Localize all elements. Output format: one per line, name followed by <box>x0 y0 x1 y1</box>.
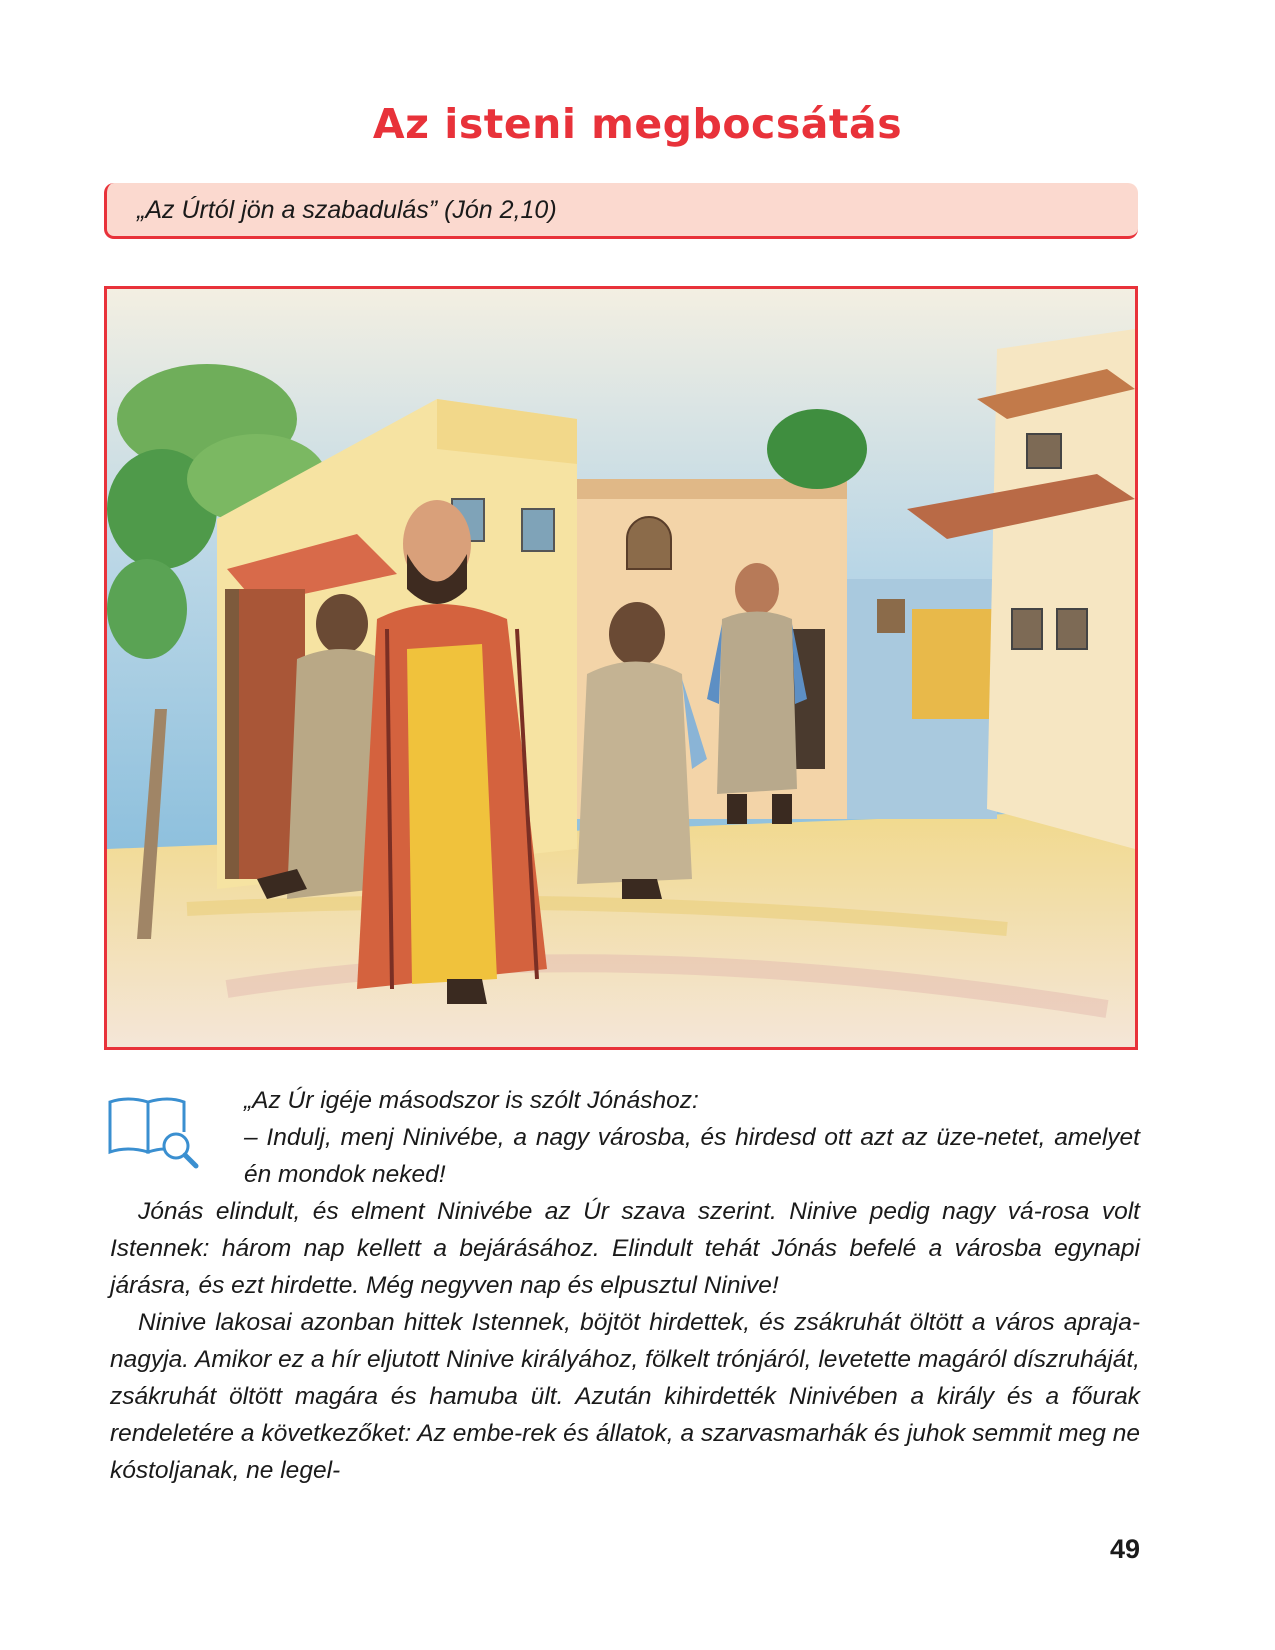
scripture-text <box>110 1082 1140 1489</box>
text-line-2: – Indulj, menj Ninivébe, a nagy városba, és hirdesd ott azt az üze-netet, amelyet én mondok neked! <box>244 1124 1140 1188</box>
text-paragraph-2: Ninive lakosai azonban hittek Istennek, böjtöt hirdettek, és zsákruhát öltött a város apraja-nagyja. Amikor ez a hír eljutott Ninive királyához, fölkelt trónjáról, levetette magáról díszruháját, zsákruhát öltött magára és hamuba ült. Azután kihirdették Ninivében a király és a főurak rendeletére a következőket: Az embe-rek és állatok, a szarvasmarhák és juhok semmit meg ne kóstoljanak, ne legel- <box>110 1309 1140 1484</box>
motto-quote: „Az Úrtól jön a szabadulás” (Jón 2,10) <box>137 196 557 224</box>
illustration <box>104 286 1138 1050</box>
motto-box <box>104 183 1138 239</box>
page-title: Az isteni megbocsátás <box>372 100 903 148</box>
text-line-1: „Az Úr igéje másodszor is szólt Jónáshoz: <box>244 1087 699 1114</box>
text-paragraph-1: Jónás elindult, és elment Ninivébe az Úr szava szerint. Ninive pedig nagy vá-rosa volt Istennek: három nap kellett a bejárásához. Elindult tehát Jónás befelé a városba egynapi járásra, és ezt hirdette. Még negyven nap és elpusztul Ninive! <box>110 1198 1140 1299</box>
town-street-painting <box>107 289 1135 1047</box>
page-number: 49 <box>1109 1534 1140 1564</box>
